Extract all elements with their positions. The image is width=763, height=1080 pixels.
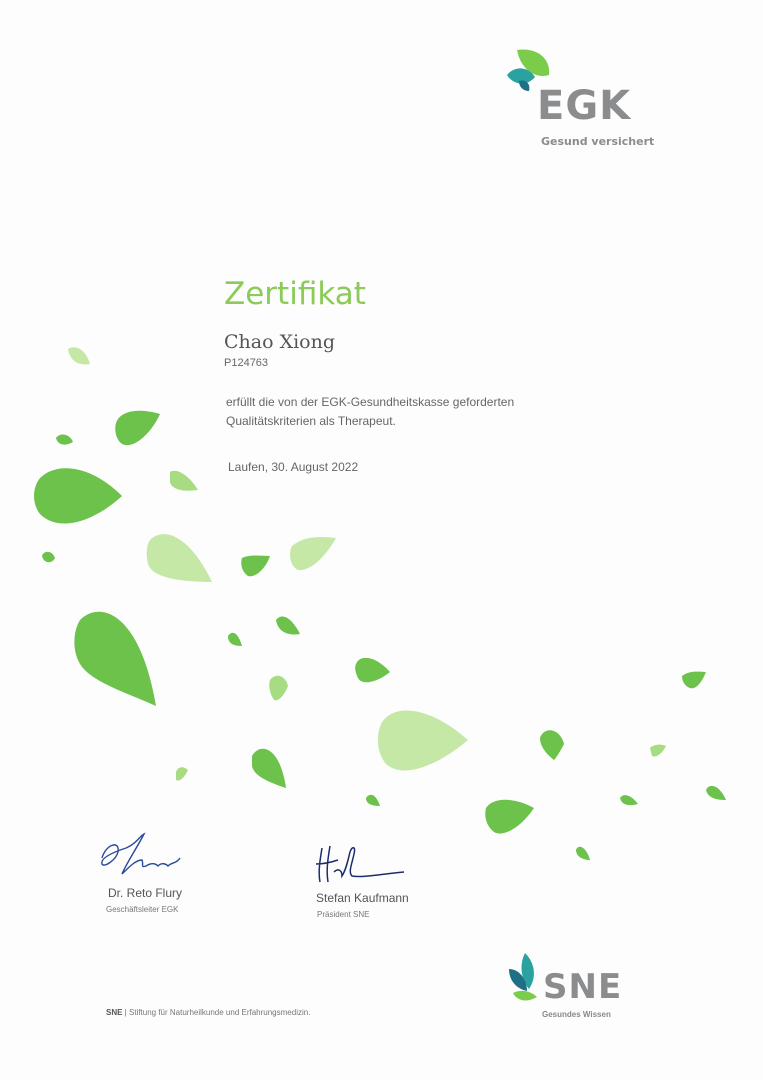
egk-tagline: Gesund versichert bbox=[541, 135, 655, 148]
leaf bbox=[269, 676, 288, 701]
footer-text bbox=[106, 1008, 310, 1017]
sne-tagline: Gesundes Wissen bbox=[542, 1010, 611, 1019]
certificate-title: Zertifikat bbox=[224, 276, 366, 312]
leaf bbox=[34, 468, 122, 523]
leaf bbox=[650, 745, 666, 757]
leaf bbox=[147, 534, 212, 582]
recipient-id: P124763 bbox=[224, 357, 269, 369]
leaf bbox=[252, 749, 286, 788]
leaf bbox=[540, 730, 564, 760]
leaf bbox=[290, 537, 336, 570]
recipient-name: Chao Xiong bbox=[224, 331, 336, 353]
statement-line-2: Qualitätskriterien als Therapeut. bbox=[226, 414, 396, 428]
signatory-right-role: Präsident SNE bbox=[317, 910, 370, 919]
certificate-statement bbox=[226, 393, 514, 431]
leaf bbox=[276, 616, 300, 634]
place-date: Laufen, 30. August 2022 bbox=[228, 460, 359, 474]
leaf bbox=[228, 633, 242, 646]
leaf bbox=[355, 658, 390, 682]
leaf bbox=[170, 471, 198, 491]
signatory-right-name: Stefan Kaufmann bbox=[316, 891, 409, 905]
signature-left bbox=[96, 830, 196, 880]
signatory-left-name: Dr. Reto Flury bbox=[108, 886, 183, 900]
leaf bbox=[241, 556, 270, 577]
footer-org: SNE bbox=[106, 1008, 123, 1017]
leaf bbox=[56, 435, 73, 445]
leaf bbox=[68, 347, 90, 364]
leaf bbox=[682, 672, 706, 689]
leaf bbox=[485, 800, 534, 834]
sne-wordmark: SNE bbox=[543, 967, 623, 1007]
leaf bbox=[42, 552, 55, 563]
sne-leaf-icon bbox=[505, 949, 545, 1009]
footer-description: | Stiftung für Naturheilkunde und Erfahrungsmedizin. bbox=[122, 1008, 311, 1017]
statement-line-1: erfüllt die von der EGK-Gesundheitskasse geforderten bbox=[226, 395, 515, 409]
signatory-left-role: Geschäftsleiter EGK bbox=[106, 905, 179, 914]
sne-logo bbox=[505, 945, 635, 1025]
leaf bbox=[74, 612, 156, 706]
leaf bbox=[706, 786, 726, 800]
egk-wordmark: EGK bbox=[537, 83, 632, 129]
leaf bbox=[115, 411, 160, 445]
leaf bbox=[176, 767, 188, 780]
leaf bbox=[378, 710, 468, 770]
leaf bbox=[620, 795, 638, 805]
leaf bbox=[576, 847, 590, 860]
signature-right bbox=[312, 838, 412, 888]
leaf bbox=[366, 795, 380, 806]
